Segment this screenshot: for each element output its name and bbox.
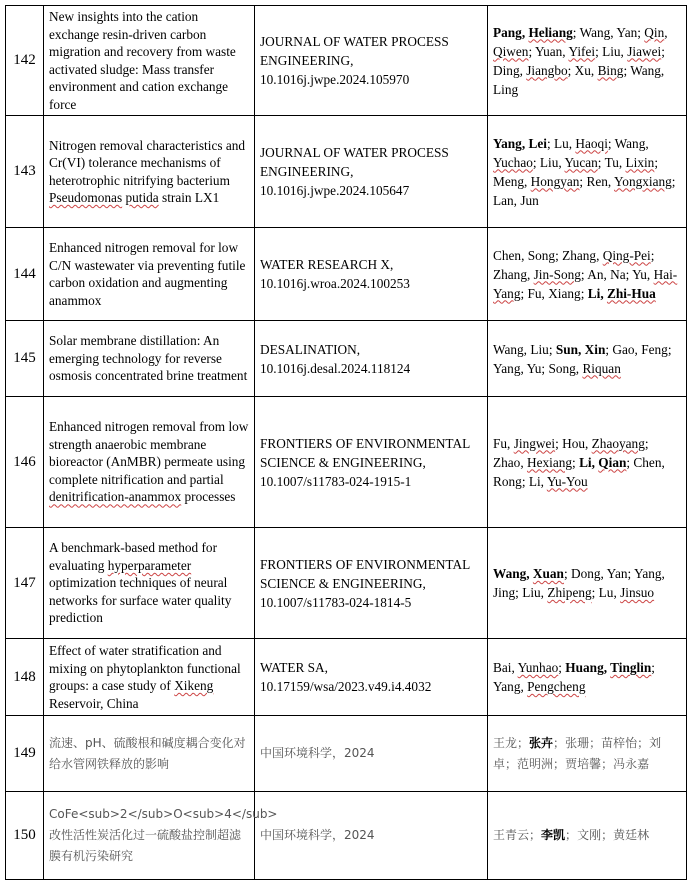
table-row (6, 228, 687, 321)
doi: 10.1016j.wroa.2024.100253 (260, 276, 410, 291)
author-name: Wang, Ling (493, 62, 665, 97)
author-name: Tu, Lixin (604, 154, 655, 170)
author-name: Zhao, Hexiang (493, 454, 573, 470)
author-name: Yang, Lei (493, 135, 547, 151)
spelling-flag: Zhi-Hua (606, 285, 656, 301)
row-number: 149 (6, 716, 44, 792)
journal-name: 中国环境科学，2024 (260, 828, 375, 842)
author-name: Fu, Xiang (527, 285, 581, 301)
paper-title: A benchmark-based method for evaluating hyperparameter optimization techniques of neural networks for surface water quality prediction (44, 528, 255, 639)
journal-cell (255, 397, 488, 528)
spelling-flag: Yongxiang (614, 173, 672, 189)
doi: 10.1016j.desal.2024.118124 (260, 360, 411, 376)
author-name: Ren, Yongxiang (586, 173, 672, 189)
author-name: 张珊 (565, 735, 590, 750)
paper-title: 流速、pH、硫酸根和碱度耦合变化对给水管网铁释放的影响 (44, 716, 255, 792)
table-row (6, 716, 687, 792)
spelling-flag: Qiwen (493, 43, 529, 59)
author-name: 王青云 (493, 828, 530, 842)
author-name: Ding, Jiangbo (493, 62, 568, 78)
spelling-flag: Yu-You (546, 473, 588, 489)
author-name: Chen, Rong (493, 454, 665, 489)
spelling-flag: Qing-Pei (602, 247, 651, 263)
author-name: Dong, Yan (570, 566, 628, 581)
spelling-flag: Pengcheng (527, 679, 586, 694)
spelling-flag: Xikeng (174, 678, 214, 693)
author-name: Wang, Xuan (493, 566, 564, 581)
doi: 10.1007/s11783-024-1814-5 (260, 594, 412, 610)
doi: 10.17159/wsa/2023.v49.i4.4032 (260, 679, 432, 694)
table-row (6, 116, 687, 228)
paper-title: Enhanced nitrogen removal from low strength anaerobic membrane bioreactor (AnMBR) permeate using complete nitrification and partial denitrification-anammox processes (44, 397, 255, 528)
authors-cell: 王青云；李凯；文刚；黄廷林 (488, 792, 687, 880)
spelling-flag: Yunhao (517, 660, 559, 675)
author-name: 范明洲 (517, 756, 554, 771)
spelling-flag: Riquan (582, 360, 621, 376)
journal-cell (255, 639, 488, 716)
author-name: Huang, Tinglin (565, 660, 652, 675)
author-name: Fu, Jingwei (493, 435, 556, 451)
author-name: Bai, Yunhao (493, 660, 559, 675)
author-name: Li, Qian (579, 454, 627, 470)
author-name: 贾培馨 (565, 756, 602, 771)
table-row (6, 792, 687, 880)
spelling-flag: Jin-Song (533, 266, 581, 282)
author-name: Wang, Yan (579, 24, 638, 40)
journal-name: JOURNAL OF WATER PROCESS ENGINEERING, (260, 145, 449, 179)
row-number: 145 (6, 321, 44, 397)
journal-cell (255, 528, 488, 639)
publication-table (5, 5, 687, 880)
spelling-flag: Hongyan (530, 173, 580, 189)
author-name: Song, Riquan (548, 360, 621, 376)
author-name: Li, Zhi-Hua (587, 285, 656, 301)
spelling-flag: Hai-Yang (493, 266, 678, 301)
table-row (6, 397, 687, 528)
paper-title: Solar membrane distillation: An emerging technology for reverse osmosis concentrated brine treatment (44, 321, 255, 397)
spelling-flag: Yifei (568, 43, 596, 59)
journal-cell (255, 228, 488, 321)
author-name: Yu, Hai-Yang (493, 266, 678, 301)
authors-cell: 王龙；张卉；张珊；苗梓怡；刘卓；范明洲；贾培馨；冯永嘉 (488, 716, 687, 792)
author-name: Li, Yu-You (528, 473, 588, 489)
row-number: 144 (6, 228, 44, 321)
journal-cell (255, 792, 488, 880)
doi: 10.1016j.jwpe.2024.105970 (260, 72, 410, 87)
spelling-flag: Zhipeng (547, 585, 592, 600)
authors-cell: Wang, Xuan; Dong, Yan; Yang, Jing; Liu, Zhipeng; Lu, Jinsuo (488, 528, 687, 639)
spelling-flag: Tinglin (610, 660, 652, 675)
paper-title: Nitrogen removal characteristics and Cr(VI) tolerance mechanisms of heterotrophic nitrifying bacterium Pseudomonas putida strain LX1 (44, 116, 255, 228)
author-name: Liu, Zhipeng (522, 585, 592, 600)
authors-cell: Yang, Lei; Lu, Haoqi; Wang, Yuchao; Liu, Yucan; Tu, Lixin; Meng, Hongyan; Ren, Yongxiang; Lan, Jun (488, 116, 687, 228)
author-name: 冯永嘉 (613, 756, 650, 771)
spelling-flag: Jingwei (513, 435, 556, 451)
journal-name: FRONTIERS OF ENVIRONMENTAL SCIENCE & ENGINEERING, (260, 435, 470, 470)
table-row (6, 6, 687, 116)
author-name: 苗梓怡 (601, 735, 638, 750)
author-name: Pang, Heliang (493, 24, 573, 40)
spelling-flag: putida (125, 190, 159, 205)
row-number: 150 (6, 792, 44, 880)
paper-title: Enhanced nitrogen removal for low C/N wastewater via preventing futile carbon oxidation and augmenting anammox (44, 228, 255, 321)
row-number: 148 (6, 639, 44, 716)
table-row (6, 528, 687, 639)
authors-cell: Fu, Jingwei; Hou, Zhaoyang; Zhao, Hexiang; Li, Qian; Chen, Rong; Li, Yu-You (488, 397, 687, 528)
spelling-flag: Heliang (528, 24, 573, 40)
author-name: Sun, Xin (555, 341, 606, 357)
journal-name: WATER RESEARCH X, (260, 257, 394, 272)
journal-cell (255, 716, 488, 792)
journal-cell (255, 6, 488, 116)
journal-name: WATER SA, (260, 660, 328, 675)
publication-table-body (6, 6, 687, 880)
journal-name: 中国环境科学，2024 (260, 746, 375, 760)
authors-cell: Wang, Liu; Sun, Xin; Gao, Feng; Yang, Yu; Song, Riquan (488, 321, 687, 397)
author-name: Liu, Jiawei (602, 43, 662, 59)
author-name: 黄廷林 (613, 828, 650, 842)
author-name: Meng, Hongyan (493, 173, 580, 189)
author-name: Yang, Yu (493, 360, 542, 376)
spelling-flag: Bing (597, 62, 624, 78)
doi: 10.1016j.jwpe.2024.105647 (260, 183, 410, 198)
author-name: 李凯 (541, 828, 566, 842)
author-name: 王龙 (493, 735, 518, 750)
author-name: 张卉 (529, 735, 554, 750)
author-name: Qin, Qiwen (493, 24, 668, 59)
authors-cell: Bai, Yunhao; Huang, Tinglin; Yang, Pengcheng (488, 639, 687, 716)
author-name: Chen, Song (493, 247, 556, 263)
spelling-flag: Yucan (564, 154, 598, 170)
spelling-flag: Jiawei (627, 43, 662, 59)
spelling-flag: Pseudomonas (49, 190, 123, 205)
author-name: Wang, Yuchao (493, 135, 649, 170)
author-name: 刘卓 (493, 735, 662, 771)
journal-cell (255, 116, 488, 228)
author-name: Gao, Feng (612, 341, 668, 357)
table-row (6, 639, 687, 716)
spelling-flag: Qin (644, 24, 665, 40)
spelling-flag: Zhaoyang (591, 435, 645, 451)
author-name: An, Na (587, 266, 626, 282)
author-name: Yang, Pengcheng (493, 679, 586, 694)
spelling-flag: Jiangbo (526, 62, 568, 78)
author-name: Wang, Liu (493, 341, 549, 357)
journal-name: DESALINATION, (260, 341, 361, 357)
row-number: 142 (6, 6, 44, 116)
author-name: Hou, Zhaoyang (562, 435, 645, 451)
author-name: 文刚 (577, 828, 602, 842)
author-name: Yang, Jing (493, 566, 665, 600)
journal-name: FRONTIERS OF ENVIRONMENTAL SCIENCE & ENGINEERING, (260, 556, 470, 591)
spelling-flag: Qian (598, 454, 627, 470)
spelling-flag: Haoqi (575, 135, 608, 151)
paper-title: CoFe<sub>2</sub>O<sub>4</sub>改性活性炭活化过一硫酸盐控制超滤膜有机污染研究 (44, 792, 255, 880)
spelling-flag: hyperparameter (107, 557, 192, 573)
row-number: 143 (6, 116, 44, 228)
row-number: 146 (6, 397, 44, 528)
table-row (6, 321, 687, 397)
spelling-flag: Lixin (625, 154, 655, 170)
spelling-flag: Yuchao (493, 154, 533, 170)
spelling-flag: Xuan (532, 566, 564, 581)
author-name: Yuan, Yifei (534, 43, 596, 59)
paper-title: Effect of water stratification and mixing on phytoplankton functional groups: a case study of Xikeng Reservoir, China (44, 639, 255, 716)
author-name: Lu, Jinsuo (598, 585, 655, 600)
author-name: Lan, Jun (493, 192, 539, 208)
spelling-flag: denitrification-anammox (49, 489, 182, 505)
authors-cell: Chen, Song; Zhang, Qing-Pei; Zhang, Jin-Song; An, Na; Yu, Hai-Yang; Fu, Xiang; Li, Zhi-Hua (488, 228, 687, 321)
spelling-flag: Jinsuo (620, 585, 655, 600)
authors-cell: Pang, Heliang; Wang, Yan; Qin, Qiwen; Yuan, Yifei; Liu, Jiawei; Ding, Jiangbo; Xu, Bing; Wang, Ling (488, 6, 687, 116)
author-name: Zhang, Qing-Pei (562, 247, 651, 263)
journal-name: JOURNAL OF WATER PROCESS ENGINEERING, (260, 34, 449, 68)
journal-cell (255, 321, 488, 397)
doi: 10.1007/s11783-024-1915-1 (260, 473, 412, 489)
author-name: Lu, Haoqi (553, 135, 608, 151)
row-number: 147 (6, 528, 44, 639)
paper-title: New insights into the cation exchange resin-driven carbon migration and recovery from waste activated sludge: Mass transfer environment and cation exchange force (44, 6, 255, 116)
author-name: Liu, Yucan (539, 154, 598, 170)
spelling-flag: Hexiang (526, 454, 573, 470)
author-name: Zhang, Jin-Song (493, 266, 581, 282)
author-name: Xu, Bing (574, 62, 624, 78)
